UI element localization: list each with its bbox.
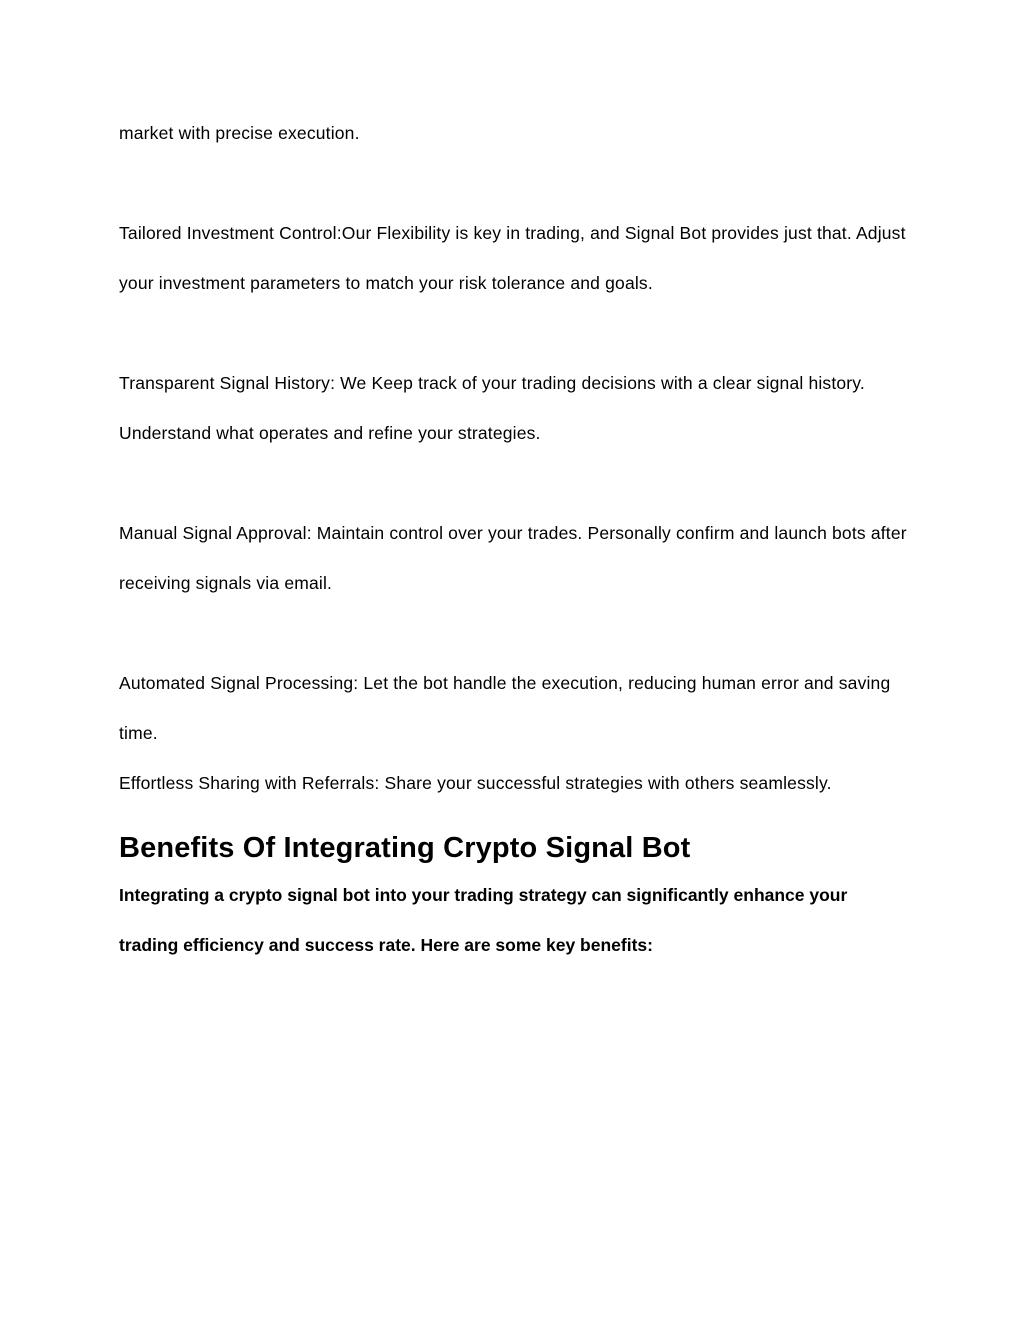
paragraph-effortless-sharing: Effortless Sharing with Referrals: Share your successful strategies with others seamlessly. xyxy=(119,773,832,793)
paragraph-tailored-investment-control: Tailored Investment Control:Our Flexibility is key in trading, and Signal Bot provides just that. Adjust your investment parameters to match your risk tolerance and goals. xyxy=(119,223,906,293)
paragraph-spacer xyxy=(119,458,909,508)
paragraph-spacer xyxy=(119,308,909,358)
paragraph-automated-signal-processing: Automated Signal Processing: Let the bot handle the execution, reducing human error and saving time. xyxy=(119,673,891,743)
page-title: Benefits Of Integrating Crypto Signal Bot xyxy=(119,832,691,864)
paragraph-transparent-signal-history: Transparent Signal History: We Keep track of your trading decisions with a clear signal history. Understand what operates and refine your strategies. xyxy=(119,373,865,443)
paragraph-benefits-intro: Integrating a crypto signal bot into your trading strategy can significantly enhance your trading efficiency and success rate. Here are some key benefits: xyxy=(119,885,848,955)
paragraph-spacer xyxy=(119,158,909,208)
paragraph-manual-signal-approval: Manual Signal Approval: Maintain control over your trades. Personally confirm and launch bots after receiving signals via email. xyxy=(119,523,907,593)
paragraph-spacer xyxy=(119,608,909,658)
document-content xyxy=(119,108,909,970)
paragraph-continuation: market with precise execution. xyxy=(119,123,360,143)
